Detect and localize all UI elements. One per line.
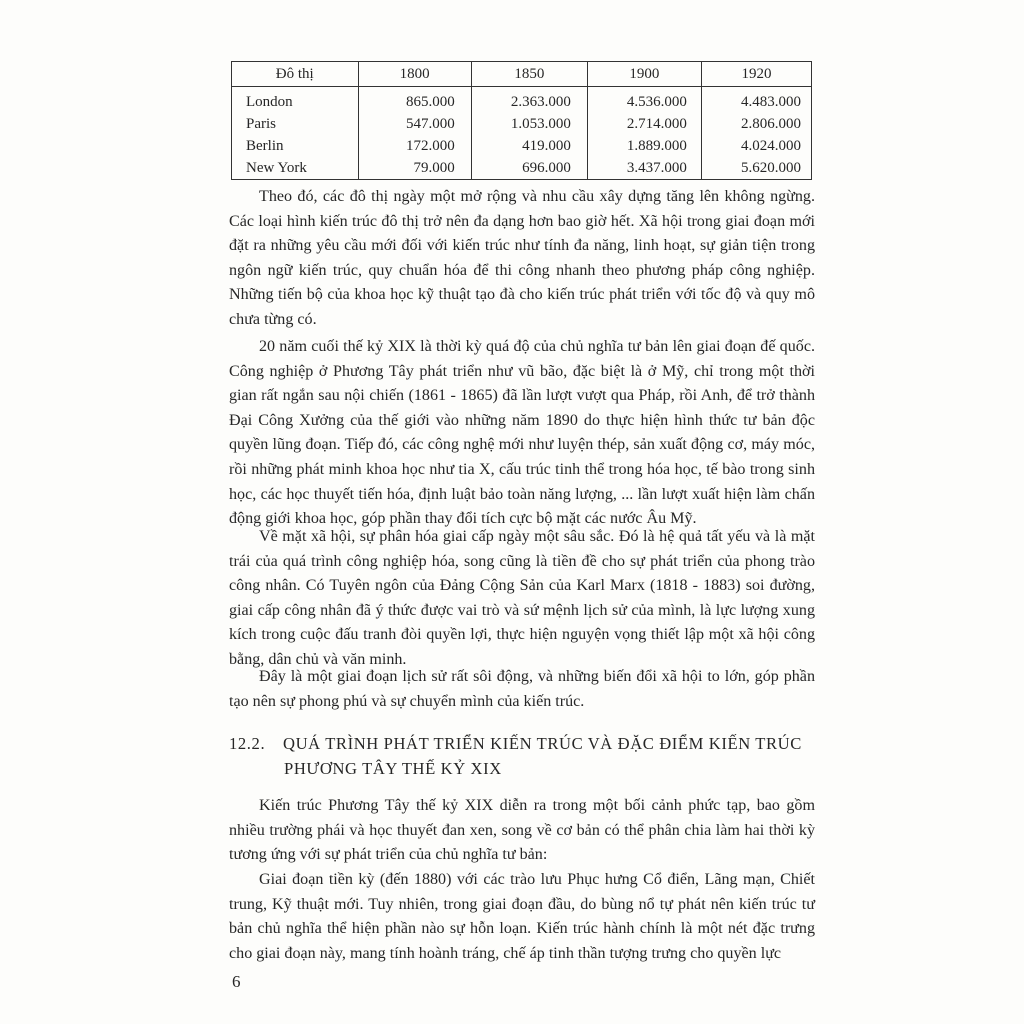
table-row <box>232 113 812 135</box>
header-1920: 1920 <box>701 62 811 87</box>
cell-value: 2.714.000 <box>587 113 701 135</box>
header-1900: 1900 <box>587 62 701 87</box>
paragraph-imperialism <box>229 335 815 532</box>
cell-value: 1.889.000 <box>587 135 701 157</box>
heading-title-1: QUÁ TRÌNH PHÁT TRIỂN KIẾN TRÚC VÀ ĐẶC ĐIỂM KIẾN TRÚC <box>283 734 802 753</box>
cell-value: 696.000 <box>471 157 587 180</box>
cell-value: 79.000 <box>358 157 471 180</box>
cell-city: Berlin <box>232 135 359 157</box>
paragraph-text: 20 năm cuối thế kỷ XIX là thời kỳ quá độ của chủ nghĩa tư bản lên giai đoạn đế quốc. Công nghiệp ở Phương Tây phát triển như vũ bão, đặc biệt là ở Mỹ, chỉ trong một thời gian rất ngắn sau nội chiến (1861 - 1865) đã lần lượt vượt qua Pháp, rồi Anh, để trở thành Đại Công Xưởng của thế giới vào những năm 1890 do thực hiện hình thức tư bản độc quyền lũng đoạn. Tiếp đó, các công nghệ mới như luyện thép, sản xuất động cơ, máy móc, rồi những phát minh khoa học như tia X, cấu trúc tinh thể trong hóa học, tế bào trong sinh học, các học thuyết tiến hóa, định luật bảo toàn năng lượng, ... lần lượt xuất hiện làm chấn động giới khoa học, góp phần thay đổi tích cực bộ mặt các nước Âu Mỹ. <box>229 338 815 528</box>
cell-value: 1.053.000 <box>471 113 587 135</box>
paragraph-social-class <box>229 525 815 673</box>
cell-value: 865.000 <box>358 87 471 114</box>
section-number: 12.2. <box>229 734 266 753</box>
cell-value: 547.000 <box>358 113 471 135</box>
paragraph-text: Giai đoạn tiền kỳ (đến 1880) với các trào lưu Phục hưng Cổ điển, Lãng mạn, Chiết trung, Kỹ thuật mới. Tuy nhiên, trong giai đoạn đầu, do bùng nổ tự phát nên kiến trúc tư bản chủ nghĩa thể hiện phần nào sự hỗn loạn. Kiến trúc hành chính là một nét đặc trưng cho giai đoạn này, mang tính hoành tráng, chế áp tinh thần tượng trưng cho quyền lực <box>229 871 815 962</box>
cell-city: Paris <box>232 113 359 135</box>
paragraph-western-architecture <box>229 794 815 868</box>
cell-value: 3.437.000 <box>587 157 701 180</box>
paragraph-text: Đây là một giai đoạn lịch sử rất sôi động, và những biến đổi xã hội to lớn, góp phần tạo nên sự phong phú và sự chuyển mình của kiến trúc. <box>229 668 815 710</box>
cell-value: 2.363.000 <box>471 87 587 114</box>
cell-value: 4.024.000 <box>741 137 801 154</box>
cell-value: 4.483.000 <box>741 93 801 110</box>
table-row <box>232 87 812 114</box>
paragraph-early-period <box>229 868 815 966</box>
table-row <box>232 135 812 157</box>
cell-city: London <box>232 87 359 114</box>
cell-value: 4.536.000 <box>587 87 701 114</box>
header-city: Đô thị <box>232 62 359 87</box>
paragraph-historic-period <box>229 665 815 714</box>
table-row <box>232 157 812 180</box>
cell-value: 2.806.000 <box>741 115 801 132</box>
page-number: 6 <box>232 972 241 991</box>
cell-value: 5.620.000 <box>741 159 801 176</box>
cell-value: 419.000 <box>471 135 587 157</box>
population-table <box>231 61 812 180</box>
header-1800: 1800 <box>358 62 471 87</box>
cell-city: New York <box>232 157 359 180</box>
heading-title-2: PHƯƠNG TÂY THẾ KỶ XIX <box>284 759 502 778</box>
paragraph-text: Kiến trúc Phương Tây thế kỷ XIX diễn ra trong một bối cảnh phức tạp, bao gồm nhiều trường phái và học thuyết đan xen, song về cơ bản có thể phân chia làm hai thời kỳ tương ứng với sự phát triển của chủ nghĩa tư bản: <box>229 797 815 864</box>
paragraph-text: Theo đó, các đô thị ngày một mở rộng và nhu cầu xây dựng tăng lên không ngừng. Các loại hình kiến trúc đô thị trở nên đa dạng hơn bao giờ hết. Xã hội trong giai đoạn mới đặt ra những yêu cầu mới đối với kiến trúc như tính đa năng, linh hoạt, sự giản tiện trong ngôn ngữ kiến trúc, quy chuẩn hóa để thi công nhanh theo phương pháp công nghiệp. Những tiến bộ của khoa học kỹ thuật tạo đà cho kiến trúc phát triển với tốc độ và quy mô chưa từng có. <box>229 188 815 328</box>
table-header-row <box>232 62 812 87</box>
heading-line-1 <box>229 731 819 756</box>
header-1850: 1850 <box>471 62 587 87</box>
cell-value: 172.000 <box>358 135 471 157</box>
paragraph-text: Về mặt xã hội, sự phân hóa giai cấp ngày một sâu sắc. Đó là hệ quả tất yếu và là mặt trái của quá trình công nghiệp hóa, song cũng là tiền đề cho sự phát triển của phong trào công nhân. Có Tuyên ngôn của Đảng Cộng Sản của Karl Marx (1818 - 1883) soi đường, giai cấp công nhân đã ý thức được vai trò và sứ mệnh lịch sử của mình, là lực lượng xung kích trong cuộc đấu tranh đòi quyền lợi, thực hiện nguyện vọng thiết lập một xã hội công bằng, dân chủ và văn minh. <box>229 528 815 668</box>
paragraph-urban-expansion <box>229 185 815 333</box>
section-heading <box>229 731 819 781</box>
